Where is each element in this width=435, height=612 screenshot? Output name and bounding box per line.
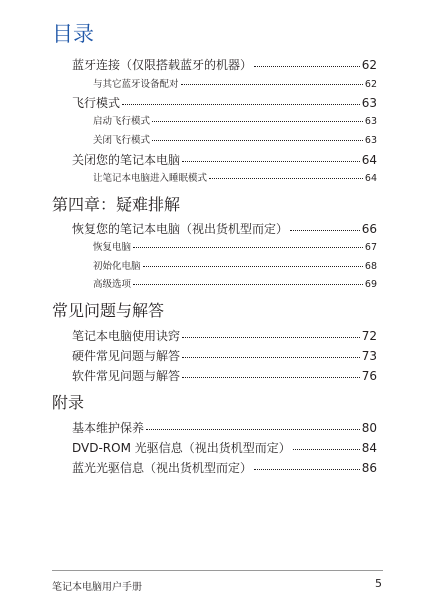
toc-entry-label: 硬件常见问题与解答 xyxy=(72,349,181,363)
dot-leader xyxy=(290,230,360,231)
toc-entry-airplane-on[interactable] xyxy=(93,116,377,128)
toc-entry-airplane-mode[interactable] xyxy=(72,96,377,110)
toc-entry-label: 初始化电脑 xyxy=(93,261,141,272)
toc-entry-label: 恢复您的笔记本电脑（视出货机型而定） xyxy=(72,222,289,236)
page-title: 目录 xyxy=(52,22,94,46)
toc-entry-page: 72 xyxy=(361,329,377,343)
toc-entry-label: DVD-ROM 光驱信息（视出货机型而定） xyxy=(72,441,291,455)
dot-leader xyxy=(146,429,360,430)
toc-entry-label: 蓝牙连接（仅限搭载蓝牙的机器） xyxy=(72,58,253,72)
footer-divider xyxy=(52,570,383,571)
toc-entry-label: 笔记本电脑使用诀窍 xyxy=(72,329,181,343)
toc-entry-refresh[interactable] xyxy=(93,242,377,254)
chapter-heading-troubleshooting: 第四章：疑难排解 xyxy=(52,195,181,214)
toc-entry-label: 恢复电脑 xyxy=(93,242,132,253)
toc-entry-bluetooth-connection[interactable] xyxy=(72,58,377,72)
toc-entry-label: 软件常见问题与解答 xyxy=(72,369,181,383)
toc-entry-label: 关闭您的笔记本电脑 xyxy=(72,153,181,167)
dot-leader xyxy=(254,469,360,470)
toc-entry-reset[interactable] xyxy=(93,261,377,273)
toc-entry-page: 69 xyxy=(364,279,377,290)
toc-entry-recover-pc[interactable] xyxy=(72,222,377,236)
toc-entry-label: 启动飞行模式 xyxy=(93,116,151,127)
toc-entry-page: 86 xyxy=(361,461,377,475)
toc-entry-page: 63 xyxy=(364,116,377,127)
dot-leader xyxy=(152,121,363,122)
toc-entry-hardware-faq[interactable] xyxy=(72,349,377,363)
dot-leader xyxy=(209,178,363,179)
toc-entry-label: 关闭飞行模式 xyxy=(93,135,151,146)
toc-entry-page: 64 xyxy=(361,153,377,167)
dot-leader xyxy=(143,266,363,267)
dot-leader xyxy=(182,377,360,378)
toc-entry-page: 66 xyxy=(361,222,377,236)
toc-entry-airplane-off[interactable] xyxy=(93,135,377,147)
dot-leader xyxy=(181,84,363,85)
toc-entry-page: 67 xyxy=(364,242,377,253)
dot-leader xyxy=(254,66,360,67)
toc-entry-label: 高级选项 xyxy=(93,279,132,290)
toc-entry-maintenance[interactable] xyxy=(72,421,377,435)
toc-entry-page: 84 xyxy=(361,441,377,455)
toc-entry-label: 飞行模式 xyxy=(72,96,121,110)
toc-entry-page: 73 xyxy=(361,349,377,363)
toc-entry-page: 80 xyxy=(361,421,377,435)
toc-entry-page: 64 xyxy=(364,173,377,184)
dot-leader xyxy=(133,247,363,248)
toc-entry-label: 蓝光光驱信息（视出货机型而定） xyxy=(72,461,253,475)
chapter-heading-appendix: 附录 xyxy=(52,393,85,412)
toc-entry-page: 62 xyxy=(364,79,377,90)
footer-page-number: 5 xyxy=(375,577,382,590)
toc-entry-page: 63 xyxy=(361,96,377,110)
toc-entry-page: 63 xyxy=(364,135,377,146)
toc-entry-dvd-rom[interactable] xyxy=(72,441,377,455)
toc-entry-page: 76 xyxy=(361,369,377,383)
dot-leader xyxy=(182,357,360,358)
toc-entry-label: 基本维护保养 xyxy=(72,421,145,435)
dot-leader xyxy=(182,161,360,162)
toc-entry-sleep-mode[interactable] xyxy=(93,173,377,185)
toc-entry-label: 与其它蓝牙设备配对 xyxy=(93,79,179,90)
toc-entry-label: 让笔记本电脑进入睡眠模式 xyxy=(93,173,208,184)
dot-leader xyxy=(293,449,360,450)
toc-entry-shutdown[interactable] xyxy=(72,153,377,167)
toc-entry-page: 62 xyxy=(361,58,377,72)
chapter-heading-faq: 常见问题与解答 xyxy=(52,301,165,320)
toc-entry-software-faq[interactable] xyxy=(72,369,377,383)
dot-leader xyxy=(182,337,360,338)
footer-manual-name: 笔记本电脑用户手册 xyxy=(52,582,142,593)
toc-entry-usage-tips[interactable] xyxy=(72,329,377,343)
toc-entry-bluray[interactable] xyxy=(72,461,377,475)
toc-entry-advanced-options[interactable] xyxy=(93,279,377,291)
dot-leader xyxy=(133,284,363,285)
toc-entry-pair-bluetooth[interactable] xyxy=(93,79,377,91)
dot-leader xyxy=(122,104,360,105)
toc-entry-page: 68 xyxy=(364,261,377,272)
dot-leader xyxy=(152,140,363,141)
